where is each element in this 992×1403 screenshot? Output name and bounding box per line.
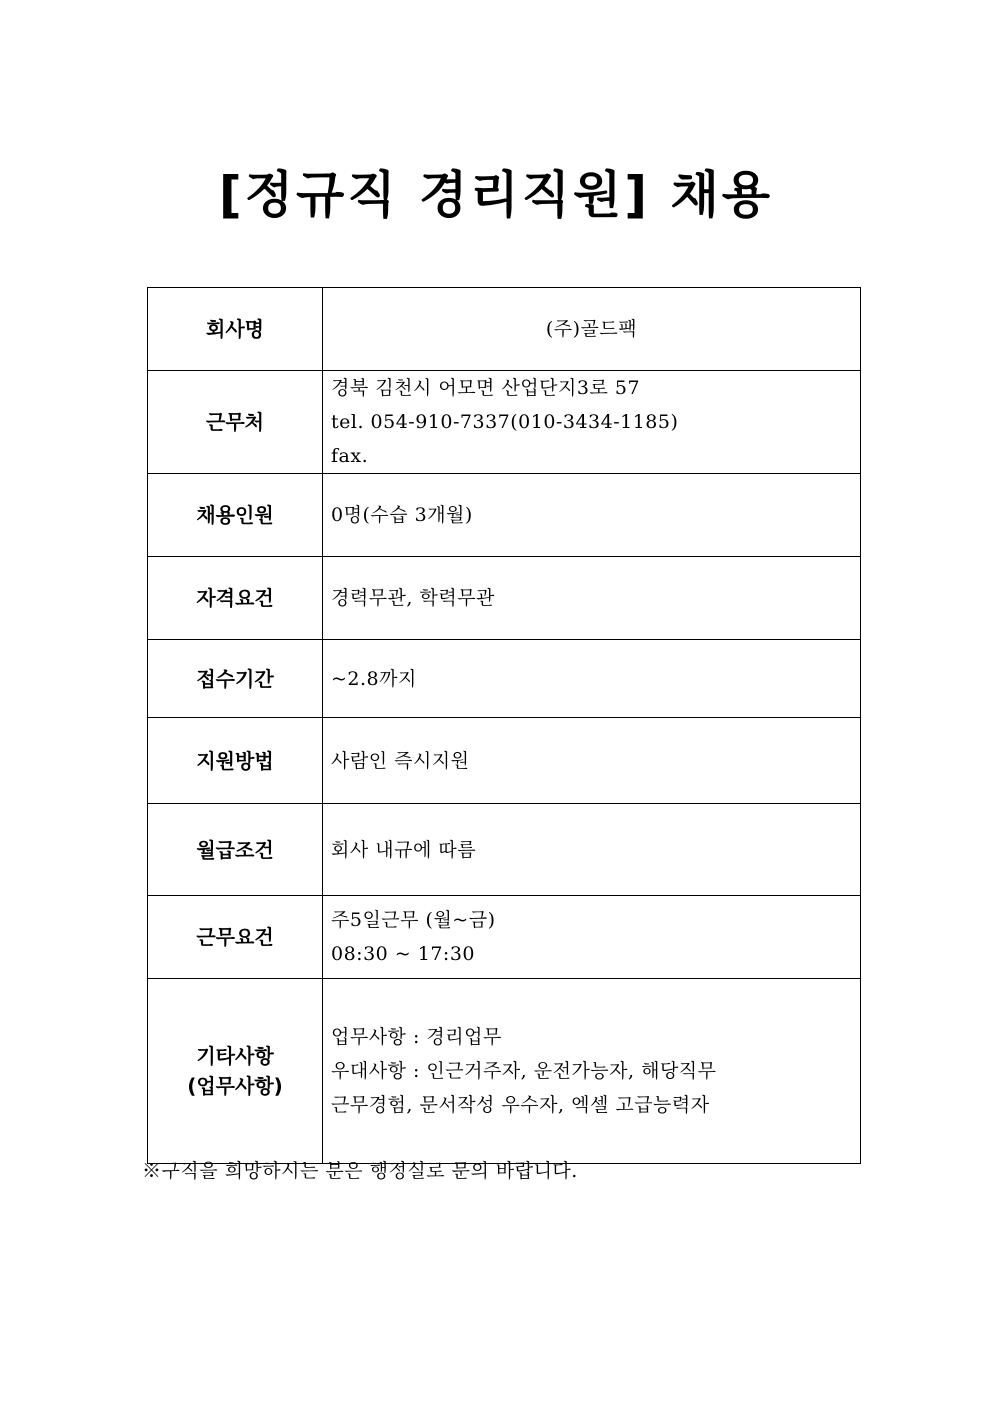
headcount-text: 0명(수습 3개월): [331, 504, 473, 526]
value-salary: [323, 804, 861, 896]
work-hours-text: 08:30 ~ 17:30: [331, 943, 476, 965]
label-work-conditions: 근무요건: [148, 896, 323, 979]
value-company-name: [323, 288, 861, 371]
table-row-work-conditions: [148, 896, 861, 979]
label-company-name: 회사명: [148, 288, 323, 371]
label-headcount: 채용인원: [148, 474, 323, 557]
page-title: [정규직 경리직원] 채용: [218, 166, 774, 224]
table-row-qualifications: [148, 557, 861, 640]
other-details-label-line-2: (업무사항): [187, 1074, 283, 1098]
label-workplace: 근무처: [148, 371, 323, 474]
label-qualifications: 자격요건: [148, 557, 323, 640]
duties-text: 업무사항 : 경리업무: [331, 1026, 502, 1048]
label-other-details: [148, 979, 323, 1164]
value-other-details: [323, 979, 861, 1164]
table-row-application-period: [148, 640, 861, 718]
workplace-fax: fax.: [331, 445, 369, 467]
value-application-period: [323, 640, 861, 718]
other-details-label-line-1: 기타사항: [196, 1044, 274, 1068]
workplace-address: 경북 김천시 어모면 산업단지3로 57: [331, 377, 641, 399]
value-headcount: [323, 474, 861, 557]
table-row-other-details: [148, 979, 861, 1164]
table-row-headcount: [148, 474, 861, 557]
qualifications-text: 경력무관, 학력무관: [331, 587, 495, 609]
preferences-text-continued: 근무경험, 문서작성 우수자, 엑셀 고급능력자: [331, 1094, 710, 1116]
table-row-salary: [148, 804, 861, 896]
value-application-method: [323, 718, 861, 804]
label-application-method: 지원방법: [148, 718, 323, 804]
label-salary: 월급조건: [148, 804, 323, 896]
value-work-conditions: [323, 896, 861, 979]
application-period-text: ~2.8까지: [331, 667, 417, 690]
table-row-application-method: [148, 718, 861, 804]
preferences-text: 우대사항 : 인근거주자, 운전가능자, 해당직무: [331, 1060, 717, 1082]
application-method-text: 사람인 즉시지원: [331, 749, 470, 772]
company-name-text: (주)골드팩: [545, 318, 638, 340]
value-qualifications: [323, 557, 861, 640]
job-info-table: [147, 287, 861, 1164]
label-application-period: 접수기간: [148, 640, 323, 718]
salary-text: 회사 내규에 따름: [331, 838, 477, 861]
footnote: ※구직을 희망하시는 분은 행정실로 문의 바랍니다.: [142, 1160, 578, 1182]
value-workplace: [323, 371, 861, 474]
work-days-text: 주5일근무 (월~금): [331, 909, 496, 931]
workplace-tel: tel. 054-910-7337(010-3434-1185): [331, 411, 679, 433]
table-row-workplace: [148, 371, 861, 474]
table-row-company: [148, 288, 861, 371]
